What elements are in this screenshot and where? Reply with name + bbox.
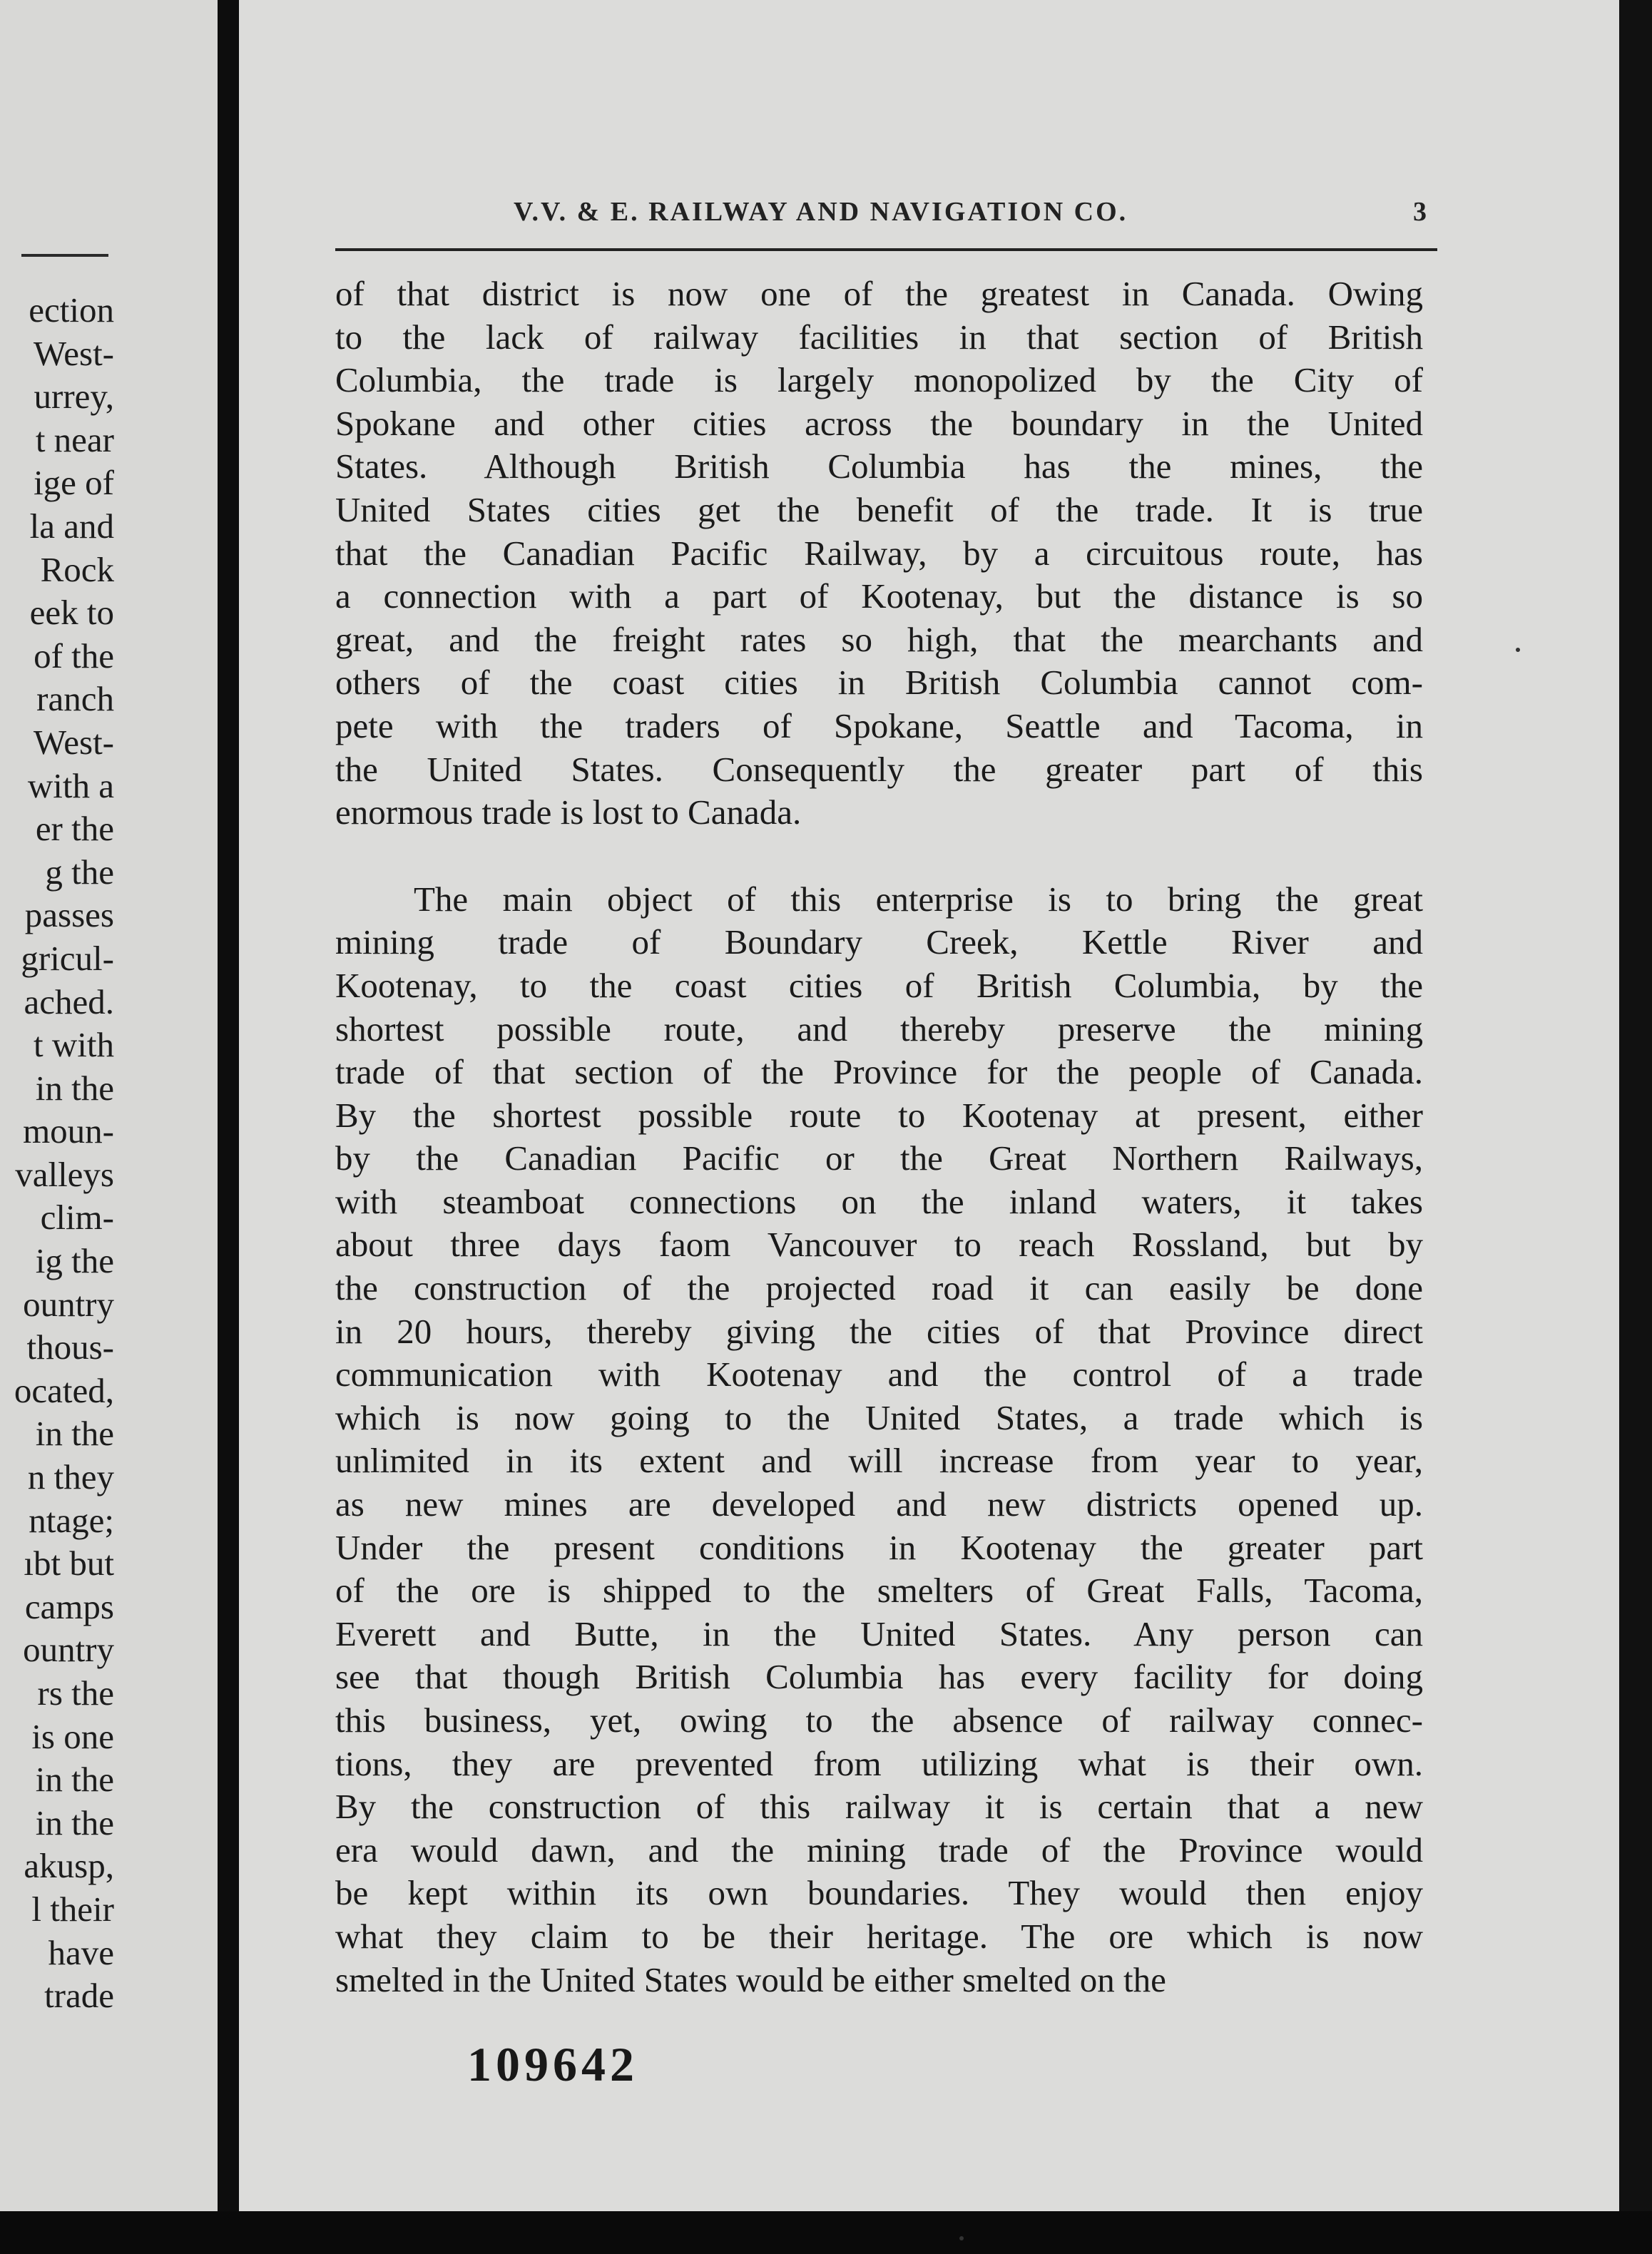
left-page-line: trade (44, 1976, 114, 2016)
book-gutter (218, 0, 239, 2254)
left-page-line: la and (29, 506, 114, 546)
paragraph-line: trade of that section of the Province for the people of Canada. (335, 1052, 1423, 1092)
left-page-line: ige of (34, 463, 114, 503)
left-page-line: have (48, 1932, 114, 1972)
paragraph-line: tions, they are prevented from utilizing what is their own. (335, 1743, 1423, 1783)
paragraph-line: as new mines are developed and new districts opened up. (335, 1484, 1423, 1524)
paragraph-line: of the ore is shipped to the smelters of Great Falls, Tacoma, (335, 1571, 1423, 1611)
left-page-line: rs the (37, 1673, 114, 1713)
paragraph-line: communication with Kootenay and the control of a trade (335, 1355, 1423, 1394)
left-page-line: in the (35, 1760, 114, 1800)
paragraph-line: that the Canadian Pacific Railway, by a circuitous route, has (335, 533, 1423, 573)
left-page-line: clim- (40, 1198, 114, 1238)
paragraph-line: to the lack of railway facilities in that section of British (335, 317, 1423, 357)
left-page-line: akusp, (24, 1846, 114, 1886)
left-page-line: in the (35, 1414, 114, 1454)
paragraph-line: this business, yet, owing to the absence of railway connec- (335, 1700, 1423, 1740)
left-page-line: t near (35, 419, 114, 459)
paragraph-line: United States cities get the benefit of the trade. It is true (335, 489, 1423, 529)
paragraph-line: By the shortest possible route to Kootenay at present, either (335, 1095, 1423, 1135)
left-page-text-fragments (0, 289, 114, 2018)
left-page-line: eek to (29, 593, 114, 633)
left-page-line: valleys (15, 1154, 114, 1194)
left-page-line: urrey, (34, 377, 114, 417)
paragraph-line: about three days faom Vancouver to reach Rossland, but by (335, 1225, 1423, 1265)
left-page-line: passes (24, 895, 114, 935)
paragraph-line: great, and the freight rates so high, that the mearchants and (335, 619, 1423, 659)
paragraph-line: pete with the traders of Spokane, Seattle and Tacoma, in (335, 705, 1423, 745)
left-page-line: West- (33, 333, 114, 373)
paragraph-line: of that district is now one of the greatest in Canada. Owing (335, 274, 1423, 313)
paragraph-line: shortest possible route, and thereby preserve the mining (335, 1009, 1423, 1049)
page-number: 3 (1413, 197, 1427, 227)
paragraph-line: smelted in the United States would be either smelted on the (335, 1959, 1166, 1999)
paragraph-line: era would dawn, and the mining trade of the Province would (335, 1830, 1423, 1870)
left-page-rule (21, 254, 108, 257)
paragraph-line: States. Although British Columbia has the mines, the (335, 447, 1423, 486)
paragraph-line: which is now going to the United States, a trade which is (335, 1397, 1423, 1437)
paragraph-line: Under the present conditions in Kootenay the greater part (335, 1527, 1423, 1567)
left-page-line: thous- (26, 1327, 114, 1367)
left-facing-page (0, 0, 223, 2254)
left-page-line: in the (35, 1802, 114, 1842)
paragraph-line: what they claim to be their heritage. The ore which is now (335, 1916, 1423, 1956)
left-page-line: Rock (40, 549, 114, 589)
left-page-line: t with (34, 1025, 114, 1065)
scan-bottom-edge (0, 2211, 1652, 2254)
left-page-line: ocated, (14, 1370, 114, 1410)
left-page-line: gricul- (21, 938, 114, 978)
paragraph-line: enormous trade is lost to Canada. (335, 792, 802, 832)
left-page-line: er the (35, 809, 114, 849)
paragraph-line: a connection with a part of Kootenay, but the distance is so (335, 576, 1423, 616)
paragraph (335, 272, 1423, 835)
paragraph-line: Kootenay, to the coast cities of British Columbia, by the (335, 965, 1423, 1005)
left-page-line: ached. (24, 981, 114, 1021)
paragraph-line: unlimited in its extent and will increase from year to year, (335, 1441, 1423, 1481)
catalog-stamp-number: 109642 (467, 2037, 638, 2091)
header-rule (335, 248, 1437, 251)
left-page-line: ection (29, 290, 114, 330)
left-page-line: ntage; (29, 1500, 114, 1540)
running-head: V.V. & E. RAILWAY AND NAVIGATION CO. (514, 197, 1128, 227)
page-header (278, 196, 1434, 239)
paragraph-line: with steamboat connections on the inland waters, it takes (335, 1181, 1423, 1221)
scan-speck (959, 2236, 964, 2240)
left-page-line: in the (35, 1068, 114, 1108)
left-page-line: of the (34, 636, 114, 675)
left-page-line: ıbt but (24, 1544, 114, 1584)
left-page-line: g the (45, 852, 114, 892)
paragraph-line: Everett and Butte, in the United States. Any person can (335, 1613, 1423, 1653)
paragraph-line: the construction of the projected road it can easily be done (335, 1268, 1423, 1308)
left-page-line: West- (33, 722, 114, 762)
paragraph-line: Columbia, the trade is largely monopolized by the City of (335, 360, 1423, 400)
body-text (335, 272, 1423, 2001)
paragraph-line: By the construction of this railway it is certain that a new (335, 1787, 1423, 1827)
left-page-line: n they (27, 1457, 114, 1497)
paragraph-line: see that though British Columbia has every facility for doing (335, 1657, 1423, 1697)
left-page-line: camps (24, 1586, 114, 1626)
paragraph-line: Spokane and other cities across the boundary in the United (335, 403, 1423, 443)
left-page-line: ountry (23, 1630, 114, 1670)
paragraph-line: in 20 hours, thereby giving the cities of that Province direct (335, 1311, 1423, 1351)
paragraph-line: The main object of this enterprise is to bring the great (414, 879, 1423, 919)
left-page-line: moun- (23, 1111, 114, 1151)
left-page-line: ig the (35, 1241, 114, 1281)
paragraph-line: the United States. Consequently the greater part of this (335, 749, 1423, 789)
scan-speck (1516, 648, 1520, 652)
right-page-edge (1619, 0, 1652, 2254)
left-page-line: l their (31, 1889, 114, 1929)
paragraph (335, 878, 1423, 2001)
paragraph-line: by the Canadian Pacific or the Great Northern Railways, (335, 1138, 1423, 1178)
left-page-line: is one (31, 1716, 114, 1756)
paragraph-line: others of the coast cities in British Columbia cannot com- (335, 663, 1423, 703)
left-page-line: ountry (23, 1284, 114, 1324)
paragraph-line: be kept within its own boundaries. They would then enjoy (335, 1873, 1423, 1913)
left-page-line: ranch (36, 679, 114, 719)
left-page-line: with a (27, 765, 114, 805)
paragraph-line: mining trade of Boundary Creek, Kettle River and (335, 922, 1423, 962)
